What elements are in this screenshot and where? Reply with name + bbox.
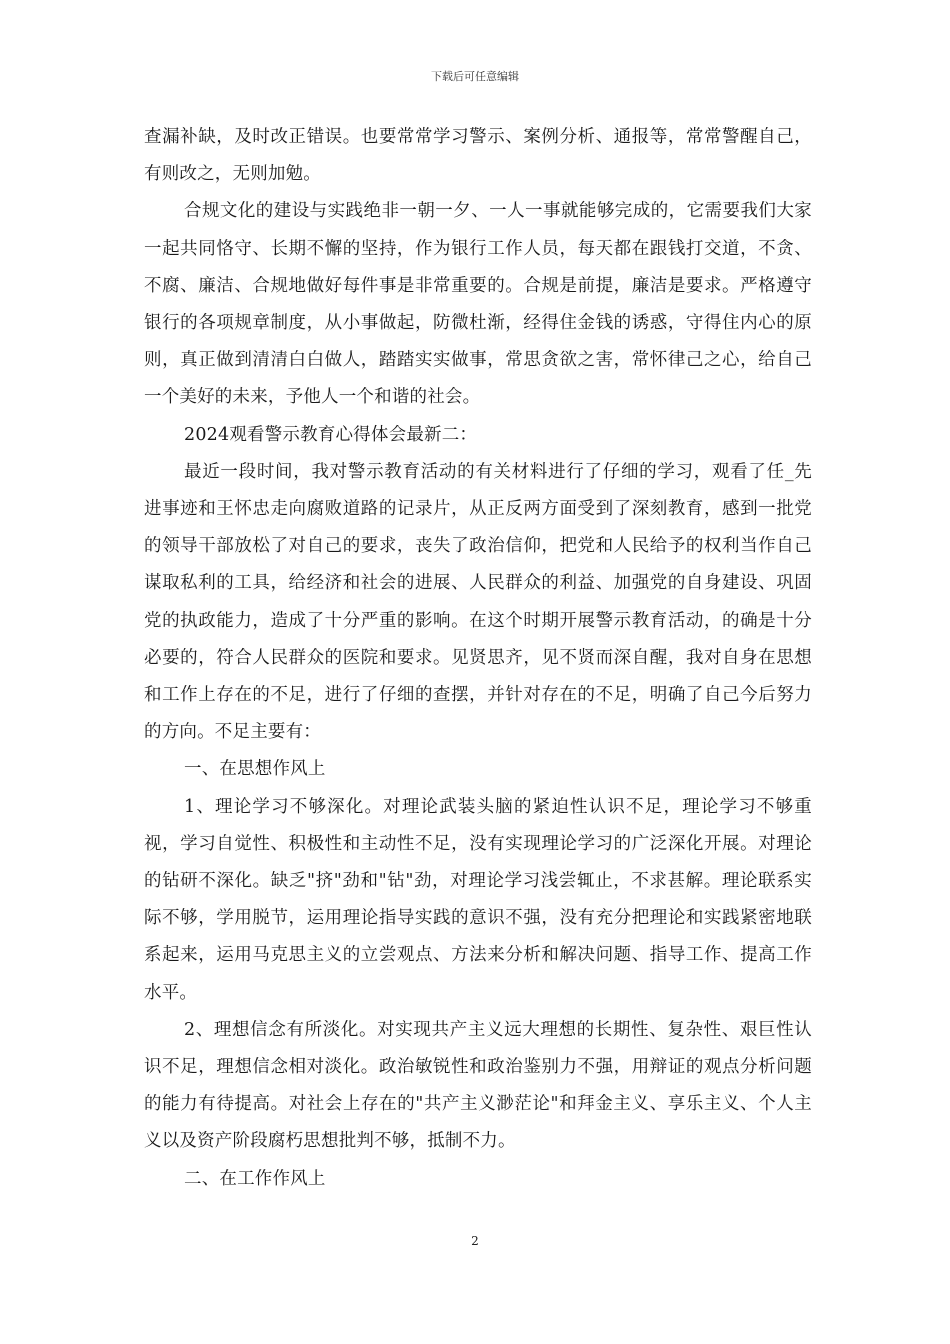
paragraph-intro: 最近一段时间，我对警示教育活动的有关材料进行了仔细的学习，观看了任_先进事迹和王怀忠走向腐败道路的记录片，从正反两方面受到了深刻教育，感到一批党的领导干部放松了对自己的要求，丧失了政治信仰，把党和人民给予的权利当作自己谋取私利的工具，给经济和社会的进展、人民群众的利益、加强党的自身建设、巩固党的执政能力，造成了十分严重的影响。在这个时期开展警示教育活动，的确是十分必要的，符合人民群众的医院和要求。见贤思齐，见不贤而深自醒，我对自身在思想和工作上存在的不足，进行了仔细的查摆，并针对存在的不足，明确了自己今后努力的方向。不足主要有： bbox=[144, 461, 812, 743]
paragraph-continuation: 查漏补缺，及时改正错误。也要常常学习警示、案例分析、通报等，常常警醒自己，有则改之，无则加勉。 bbox=[144, 127, 812, 185]
heading-ideology-style: 一、在思想作风上 bbox=[184, 759, 326, 780]
paragraph-point-2: 2、理想信念有所淡化。对实现共产主义远大理想的长期性、复杂性、艰巨性认识不足，理想信念相对淡化。政治敏锐性和政治鉴别力不强，用辩证的观点分析问题的能力有待提高。对社会上存在的"共产主义渺茫论"和拜金主义、享乐主义、个人主义以及资产阶段腐朽思想批判不够，抵制不力。 bbox=[144, 1019, 812, 1152]
document-body bbox=[144, 119, 812, 1198]
paragraph-compliance-culture: 合规文化的建设与实践绝非一朝一夕、一人一事就能够完成的，它需要我们大家一起共同恪守、长期不懈的坚持，作为银行工作人员，每天都在跟钱打交道，不贪、不腐、廉洁、合规地做好每件事是非常重要的。合规是前提，廉洁是要求。严格遵守银行的各项规章制度，从小事做起，防微杜渐，经得住金钱的诱惑，守得住内心的原则，真正做到清清白白做人，踏踏实实做事，常思贪欲之害，常怀律己之心，给自己一个美好的未来，予他人一个和谐的社会。 bbox=[144, 201, 812, 408]
heading-work-style: 二、在工作作风上 bbox=[184, 1168, 326, 1189]
paragraph-point-1: 1、理论学习不够深化。对理论武装头脑的紧迫性认识不足，理论学习不够重视，学习自觉性、积极性和主动性不足，没有实现理论学习的广泛深化开展。对理论的钻研不深化。缺乏"挤"劲和"钻"劲，对理论学习浅尝辄止，不求甚解。理论联系实际不够，学用脱节，运用理论指导实践的意识不强，没有充分把理论和实践紧密地联系起来，运用马克思主义的立尝观点、方法来分析和解决问题、指导工作、提高工作水平。 bbox=[144, 796, 812, 1003]
page-number: 2 bbox=[471, 1234, 479, 1248]
page-header: 下载后可任意编辑 bbox=[431, 70, 519, 83]
section-title: 2024观看警示教育心得体会最新二： bbox=[184, 424, 478, 445]
